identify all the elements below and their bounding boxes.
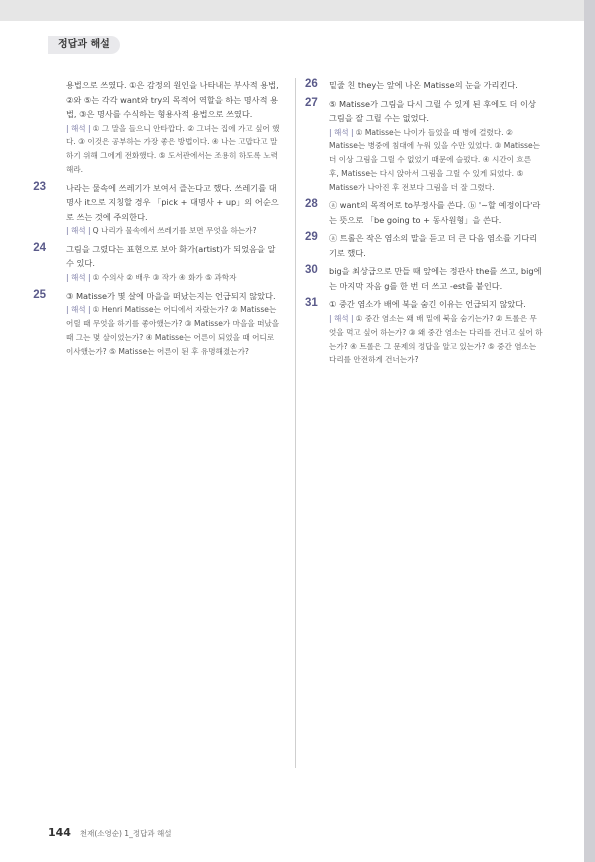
translation-label: | 해석 |: [66, 272, 91, 282]
answer-entry-25: [33, 288, 280, 359]
translation-text: Q 나리가 물속에서 쓰레기를 보면 무엇을 하는가?: [92, 226, 257, 236]
translation: [329, 126, 543, 195]
translation-text: ① 중간 염소는 왜 배 밑에 북을 숨기는가? ② 트롤은 무엇을 먹고 싶어 하는가? ③ 왜 중간 염소는 다리를 건너고 싶어 하는가? ④ 트롤은 그 문제의 정답을 알고 있는가? ⑤ 중간 염소는 다리를 안전하게 건너는가?: [329, 313, 543, 365]
translation: [66, 122, 280, 177]
entry-text: 나라는 물속에 쓰레기가 보여서 즐논다고 했다. 쓰레기를 대명사 it으로 지칭할 경우 「pick + 대명사 + up」의 어순으로 쓰는 것에 주의한다.: [66, 182, 279, 222]
translation-text: ① 수의사 ② 배우 ③ 작가 ④ 화가 ⑤ 과학자: [92, 272, 237, 282]
answer-entry-31: [305, 297, 543, 367]
question-number: 25: [33, 288, 46, 301]
entry-text: ⓐ want의 목적어로 to부정사를 쓴다. ⓑ '~할 예정이다'라는 뜻으로 「be going to + 동사원형」을 쓴다.: [329, 200, 541, 225]
translation-label: | 해석 |: [66, 226, 91, 236]
translation: [66, 224, 280, 238]
translation-label: | 해석 |: [329, 127, 354, 137]
page-number: 144: [48, 826, 71, 839]
question-number: 24: [33, 241, 46, 254]
answer-entry-29: [305, 231, 543, 260]
translation-text: ① Henri Matisse는 어디에서 자랐는가? ② Matisse는 어릴 때 무엇을 하기를 좋아했는가? ③ Matisse가 마을을 떠났을 때 그는 몇 살이었는가? ④ Matisse는 어른이 되었을 때 어디로 이사했는가? ⑤ Matisse는 어른이 된 후 유명해졌는가?: [66, 305, 280, 356]
question-number: 23: [33, 180, 46, 193]
continuation-entry: [48, 78, 280, 177]
entry-text: big을 최상급으로 만들 때 앞에는 정관사 the를 쓰고, big에는 마지막 자음 g를 한 번 더 쓰고 -est를 붙인다.: [329, 266, 542, 291]
page-footer: [48, 826, 171, 840]
answer-entry-27: [305, 96, 543, 195]
question-number: 30: [305, 264, 318, 277]
question-number: 27: [305, 96, 318, 109]
right-edge-bar: [584, 0, 595, 862]
translation-text: ① Matisse는 나이가 들었을 때 병에 걸렸다. ② Matisse는 병중에 침대에 누워 있을 수만 있었다. ③ Matisse는 더 이상 그림을 그릴 수 없었기 때문에 슬펐다. ④ 시간이 흐른 후, Matisse는 다시 앉아서 그림을 그릴 수 있게 되었다. ⑤ Matisse가 나아진 후 전보다 그림을 더 잘 그렸다.: [329, 127, 540, 192]
entry-text: ⓐ 트롤은 작은 염소의 말을 듣고 더 큰 다음 염소를 기다리기로 했다.: [329, 233, 538, 258]
column-divider: [295, 78, 296, 768]
translation-text: ① 그 말을 들으니 안타깝다. ② 그녀는 집에 가고 싶어 했다. ③ 이것은 공부하는 가장 좋은 방법이다. ④ 나는 고맙다고 말하기 위해 그에게 전화했다. ⑤ 도서관에서는 조용히 하도록 노력해라.: [66, 123, 280, 174]
entry-text: ③ Matisse가 몇 살에 마을을 떠났는지는 언급되지 않았다.: [66, 290, 276, 301]
translation-label: | 해석 |: [329, 313, 354, 323]
left-column: [33, 78, 280, 362]
translation-label: | 해석 |: [66, 123, 91, 133]
question-number: 26: [305, 78, 318, 90]
entry-text: 그림을 그렸다는 표현으로 보아 화가(artist)가 되었음을 알 수 있다.: [66, 243, 276, 269]
translation-label: | 해석 |: [66, 305, 91, 315]
answer-entry-30: [305, 264, 543, 293]
answer-entry-26: [305, 78, 543, 93]
answer-entry-23: [33, 180, 280, 238]
book-title: 천재(소영순) 1_정답과 해설: [79, 829, 172, 838]
question-number: 29: [305, 231, 318, 244]
answer-entry-24: [33, 241, 280, 285]
entry-text: 밑줄 친 they는 앞에 나온 Matisse의 눈을 가리킨다.: [329, 80, 518, 90]
section-tab: 정답과 해설: [48, 36, 120, 54]
translation: [329, 312, 543, 367]
right-column: [305, 78, 543, 371]
top-band: [0, 0, 595, 21]
translation: [66, 271, 280, 285]
entry-text: 용법으로 쓰였다. ①은 감정의 원인을 나타내는 부사적 용법, ②와 ⑤는 각각 want와 try의 목적어 역할을 하는 명사적 용법, ③은 명사를 수식하는 형용사적 용법으로 쓰였다.: [66, 80, 279, 119]
question-number: 31: [305, 297, 318, 310]
translation: [66, 303, 280, 358]
question-number: 28: [305, 198, 318, 211]
entry-text: ⑤ Matisse가 그림을 다시 그릴 수 있게 된 후에도 더 이상 그림을 잘 그릴 수는 없었다.: [329, 98, 536, 123]
answer-entry-28: [305, 198, 543, 227]
entry-text: ① 중간 염소가 배에 북을 숨긴 이유는 언급되지 않았다.: [329, 299, 526, 310]
